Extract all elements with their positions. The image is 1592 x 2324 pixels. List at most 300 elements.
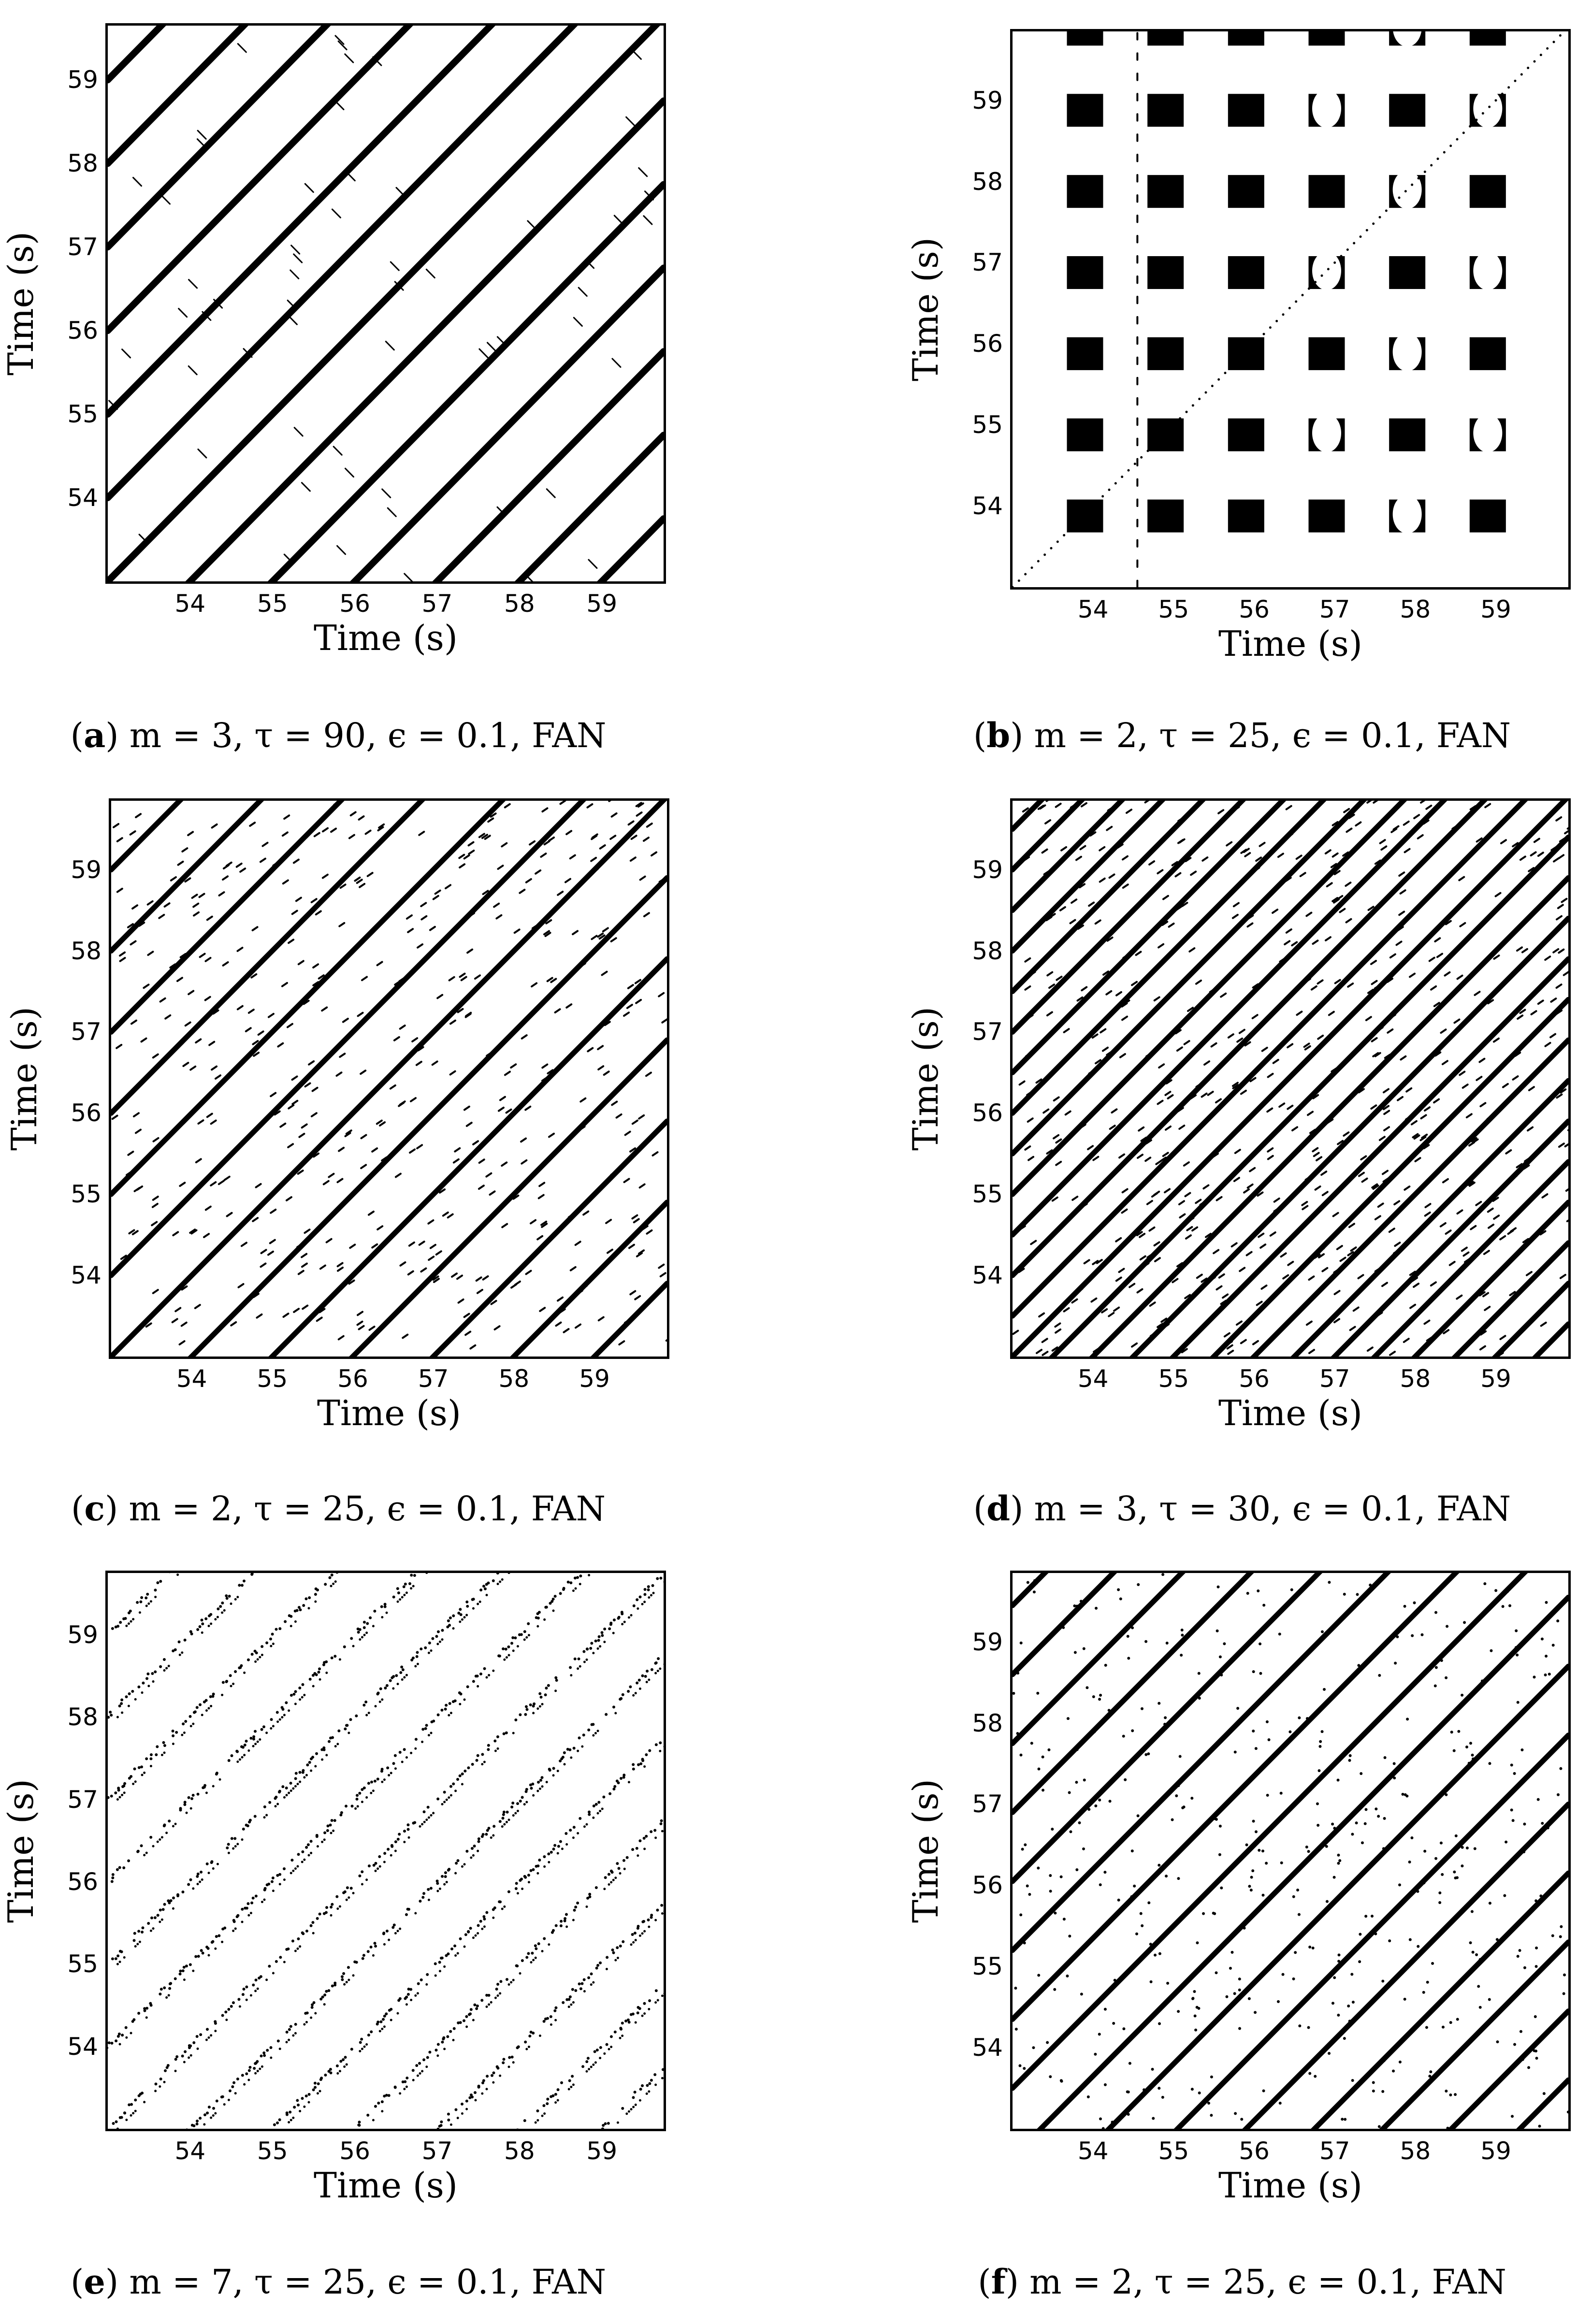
- recurrence-point: [255, 1978, 258, 1981]
- recurrence-point: [532, 1712, 535, 1714]
- main-diagonal-point: [1263, 333, 1265, 335]
- recurrence-point: [260, 2054, 263, 2057]
- recurrence-point: [390, 2008, 392, 2011]
- recurrence-point: [551, 2094, 554, 2097]
- recurrence-point: [317, 1671, 320, 1674]
- main-diagonal-point: [1076, 521, 1078, 523]
- recurrence-point: [221, 1611, 223, 1614]
- main-diagonal-point: [1437, 158, 1439, 160]
- recurrence-point: [459, 1775, 462, 1777]
- block-hole: [1393, 170, 1422, 209]
- recurrence-point: [210, 1705, 212, 1707]
- recurrence-fragment: [1080, 846, 1085, 850]
- recurrence-fragment: [369, 1212, 374, 1215]
- y-tick-label: 57: [972, 1018, 1003, 1046]
- recurrence-point: [337, 1730, 340, 1732]
- recurrence-fragment: [339, 923, 344, 926]
- recurrence-fragment: [1500, 1236, 1505, 1240]
- recurrence-point: [487, 1582, 490, 1585]
- recurrence-fragment: [1271, 1232, 1275, 1236]
- recurrence-point: [208, 1872, 210, 1874]
- recurrence-point: [167, 2064, 170, 2067]
- recurrence-fragment: [1424, 1321, 1429, 1324]
- recurrence-point: [347, 1896, 350, 1899]
- recurrence-point: [492, 1917, 494, 1919]
- recurrence-point: [331, 1573, 333, 1576]
- recurrence-point: [588, 1893, 591, 1896]
- recurrence-fragment: [1116, 1278, 1121, 1281]
- block-hole: [1312, 89, 1341, 128]
- recurrence-point: [639, 1688, 641, 1690]
- recurrence-point: [428, 2051, 431, 2054]
- recurrence-point: [332, 1583, 334, 1585]
- recurrence-point: [394, 1754, 397, 1757]
- recurrence-point: [275, 1960, 278, 1963]
- recurrence-point: [183, 1732, 186, 1734]
- recurrence-point: [452, 1782, 455, 1785]
- recurrence-point: [189, 1630, 192, 1633]
- recurrence-point: [622, 1859, 625, 1862]
- main-diagonal-point: [1269, 326, 1272, 329]
- recurrence-point: [470, 2008, 473, 2011]
- recurrence-fragment: [1508, 1230, 1513, 1234]
- recurrence-point: [262, 2051, 265, 2054]
- recurrence-point: [360, 2038, 363, 2041]
- recurrence-point: [312, 1685, 315, 1688]
- recurrence-point: [116, 1963, 119, 1965]
- recurrence-point: [608, 1792, 611, 1795]
- recurrence-fragment: [1169, 924, 1174, 927]
- recurrence-point: [485, 1833, 488, 1836]
- recurrence-point: [597, 1801, 600, 1804]
- cross-mark: [547, 489, 555, 497]
- recurrence-block: [1067, 175, 1103, 208]
- recurrence-fragment: [1119, 1269, 1124, 1272]
- recurrence-point: [660, 1904, 663, 1907]
- recurrence-fragment: [662, 1019, 667, 1023]
- recurrence-fragment: [1072, 1197, 1077, 1200]
- recurrence-block: [1389, 94, 1425, 127]
- recurrence-point: [225, 2019, 228, 2021]
- recurrence-point: [119, 2043, 121, 2046]
- recurrence-point: [226, 1597, 229, 1600]
- recurrence-fragment: [1494, 1215, 1499, 1219]
- recurrence-point: [290, 1694, 293, 1697]
- recurrence-point: [286, 2031, 289, 2034]
- recurrence-fragment: [450, 1071, 455, 1075]
- recurrence-fragment: [1100, 879, 1105, 882]
- recurrence-point: [381, 2028, 383, 2030]
- recurrence-point: [141, 1691, 144, 1694]
- recurrence-point: [161, 1754, 163, 1756]
- recurrence-point: [294, 1785, 297, 1788]
- recurrence-point: [472, 1598, 475, 1601]
- recurrence-point: [403, 1676, 405, 1678]
- recurrence-fragment: [303, 1306, 307, 1309]
- recurrence-point: [577, 1832, 579, 1834]
- recurrence-point: [370, 1792, 372, 1794]
- recurrence-point: [493, 1739, 496, 1742]
- recurrence-fragment: [450, 1021, 455, 1024]
- recurrence-point: [216, 2100, 218, 2103]
- recurrence-point: [393, 1923, 396, 1926]
- recurrence-point: [592, 1817, 594, 1819]
- x-tick-label: 59: [1480, 595, 1511, 623]
- recurrence-fragment: [316, 911, 321, 915]
- main-diagonal-point: [1379, 216, 1381, 218]
- recurrence-block: [1147, 500, 1184, 533]
- recurrence-point: [595, 1967, 598, 1970]
- main-diagonal-point: [1424, 171, 1426, 173]
- recurrence-fragment: [358, 1013, 363, 1016]
- recurrence-point: [398, 1833, 401, 1836]
- recurrence-point: [245, 2072, 248, 2075]
- recurrence-point: [225, 1680, 228, 1683]
- recurrence-point: [262, 1725, 265, 1728]
- recurrence-point: [188, 2056, 190, 2059]
- recurrence-fragment: [606, 1220, 611, 1223]
- recurrence-point: [404, 2080, 406, 2083]
- recurrence-point: [343, 1646, 346, 1648]
- recurrence-point: [517, 1810, 519, 1812]
- recurrence-block: [1147, 94, 1184, 127]
- y-tick-label: 58: [67, 149, 98, 178]
- recurrence-fragment: [1556, 817, 1561, 821]
- recurrence-point: [189, 1963, 192, 1966]
- recurrence-point: [634, 1932, 637, 1934]
- recurrence-point: [601, 1807, 604, 1810]
- recurrence-fragment: [417, 1145, 422, 1148]
- recurrence-point: [496, 2065, 499, 2068]
- cross-mark: [345, 54, 353, 62]
- y-tick-label: 59: [972, 86, 1003, 115]
- recurrence-fragment: [1025, 1146, 1030, 1150]
- recurrence-fragment: [1390, 1352, 1395, 1355]
- recurrence-point: [586, 1905, 588, 1908]
- recurrence-point: [632, 2106, 635, 2108]
- recurrence-fragment: [361, 1165, 366, 1169]
- recurrence-fragment: [1082, 803, 1086, 807]
- recurrence-point: [590, 1642, 593, 1645]
- recurrence-point: [156, 1745, 159, 1748]
- recurrence-fragment: [466, 1013, 471, 1016]
- main-diagonal-point: [1295, 301, 1297, 303]
- recurrence-point: [502, 1647, 505, 1650]
- recurrence-point: [648, 1926, 650, 1928]
- recurrence-point: [475, 1934, 477, 1937]
- recurrence-fragment: [1288, 1106, 1292, 1109]
- recurrence-point: [143, 2101, 145, 2103]
- recurrence-point: [448, 1714, 450, 1717]
- recurrence-point: [221, 1941, 223, 1943]
- recurrence-point: [299, 2110, 301, 2112]
- cross-mark: [347, 172, 355, 180]
- recurrence-fragment: [1028, 1157, 1033, 1160]
- x-tick-label: 55: [257, 1365, 288, 1393]
- recurrence-point: [248, 2066, 251, 2069]
- recurrence-point: [324, 1583, 327, 1586]
- recurrence-point: [141, 1931, 144, 1934]
- recurrence-point: [189, 1715, 192, 1718]
- recurrence-point: [482, 1585, 485, 1588]
- recurrence-fragment: [294, 860, 299, 863]
- recurrence-fragment: [359, 1326, 364, 1329]
- recurrence-point: [384, 1687, 387, 1689]
- recurrence-point: [478, 1837, 480, 1840]
- recurrence-point: [159, 1838, 161, 1841]
- recurrence-point: [399, 1671, 402, 1674]
- recurrence-point: [276, 1711, 279, 1714]
- cross-mark: [345, 468, 353, 476]
- cross-mark: [479, 349, 488, 357]
- recurrence-fragment: [505, 804, 510, 808]
- recurrence-point: [492, 1825, 495, 1828]
- recurrence-point: [375, 1862, 377, 1865]
- recurrence-point: [212, 1867, 215, 1870]
- recurrence-point: [261, 1901, 263, 1903]
- recurrence-point: [421, 1823, 423, 1825]
- recurrence-point: [145, 1677, 148, 1680]
- recurrence-point: [523, 1630, 526, 1633]
- cross-mark: [391, 262, 399, 270]
- recurrence-fragment: [380, 1122, 385, 1126]
- recurrence-fragment: [1513, 1076, 1518, 1080]
- recurrence-point: [452, 1614, 455, 1617]
- recurrence-fragment: [148, 901, 153, 905]
- recurrence-point: [606, 1956, 608, 1959]
- recurrence-point: [442, 2036, 445, 2039]
- recurrence-point: [394, 1850, 397, 1852]
- recurrence-point: [298, 1606, 301, 1609]
- recurrence-point: [265, 1732, 268, 1734]
- recurrence-point: [461, 1618, 463, 1621]
- recurrence-point: [294, 1703, 297, 1705]
- recurrence-fragment: [205, 997, 210, 1000]
- recurrence-fragment: [1559, 855, 1563, 858]
- recurrence-point: [613, 1785, 616, 1788]
- recurrence-point: [472, 1936, 475, 1939]
- recurrence-point: [644, 1588, 647, 1591]
- recurrence-fragment: [659, 993, 664, 996]
- recurrence-point: [196, 1706, 199, 1709]
- recurrence-point: [428, 1642, 431, 1645]
- y-tick-label: 59: [972, 855, 1003, 884]
- recurrence-fragment: [257, 1314, 261, 1318]
- recurrence-point: [383, 1943, 386, 1946]
- panel-letter: c: [84, 1488, 105, 1529]
- recurrence-point: [661, 1830, 664, 1833]
- recurrence-fragment: [1216, 1099, 1221, 1103]
- recurrence-fragment: [1322, 1268, 1327, 1271]
- recurrence-fragment: [417, 1062, 421, 1065]
- main-diagonal-point: [1205, 391, 1207, 394]
- recurrence-fragment: [270, 1240, 275, 1243]
- recurrence-point: [508, 2056, 511, 2059]
- recurrence-point: [450, 1712, 452, 1714]
- recurrence-point: [264, 1887, 267, 1890]
- recurrence-point: [392, 1596, 395, 1599]
- recurrence-fragment: [1527, 1272, 1532, 1275]
- recurrence-fragment: [1394, 1201, 1399, 1204]
- recurrence-point: [399, 1928, 401, 1930]
- recurrence-point: [608, 1873, 610, 1876]
- recurrence-fragment: [339, 1336, 344, 1340]
- recurrence-fragment: [526, 879, 531, 882]
- recurrence-fragment: [180, 1183, 185, 1186]
- recurrence-point: [123, 1782, 126, 1785]
- recurrence-point: [480, 1999, 483, 2002]
- recurrence-point: [554, 1595, 557, 1598]
- recurrence-point: [481, 1753, 484, 1756]
- recurrence-point: [408, 1836, 410, 1839]
- main-diagonal-point: [1360, 235, 1362, 238]
- recurrence-point: [539, 1705, 541, 1708]
- recurrence-fragment: [646, 1073, 651, 1076]
- recurrence-point: [553, 1844, 556, 1847]
- recurrence-point: [157, 1914, 159, 1917]
- recurrence-point: [461, 2103, 463, 2106]
- recurrence-fragment: [1150, 1302, 1155, 1306]
- recurrence-point: [391, 1844, 393, 1847]
- recurrence-point: [149, 1757, 152, 1760]
- recurrence-point: [305, 2094, 308, 2097]
- recurrence-point: [443, 1801, 446, 1803]
- recurrence-point: [476, 1674, 479, 1677]
- recurrence-fragment: [288, 1024, 292, 1027]
- recurrence-point: [465, 2108, 468, 2110]
- main-diagonal-point: [1559, 34, 1562, 37]
- recurrence-point: [652, 1592, 655, 1594]
- recurrence-fragment: [1532, 1011, 1536, 1014]
- recurrence-point: [316, 1834, 318, 1837]
- recurrence-point: [163, 2081, 166, 2083]
- recurrence-point: [562, 1756, 564, 1759]
- recurrence-block: [1067, 256, 1103, 289]
- recurrence-point: [486, 2088, 488, 2090]
- plot-area-b: [1010, 29, 1571, 590]
- recurrence-fragment: [1538, 852, 1543, 856]
- recurrence-point: [419, 1900, 421, 1903]
- recurrence-point: [327, 1989, 330, 1992]
- recurrence-fragment: [1479, 1059, 1484, 1062]
- cross-mark: [161, 196, 170, 204]
- recurrence-point: [223, 2103, 226, 2106]
- recurrence-point: [619, 1872, 622, 1875]
- recurrence-fragment: [1055, 1324, 1060, 1327]
- recurrence-point: [343, 2065, 346, 2068]
- recurrence-point: [203, 2123, 205, 2125]
- recurrence-point: [394, 1767, 397, 1770]
- x-axis-label: Time (s): [317, 1393, 461, 1433]
- recurrence-fragment: [464, 855, 469, 859]
- recurrence-point: [277, 2039, 280, 2042]
- recurrence-fragment: [1189, 948, 1194, 952]
- recurrence-point: [351, 1804, 354, 1807]
- recurrence-fragment: [1064, 1029, 1069, 1032]
- recurrence-point: [350, 1637, 353, 1640]
- recurrence-point: [353, 1961, 356, 1963]
- main-diagonal-point: [1244, 352, 1246, 355]
- recurrence-point: [292, 2034, 294, 2036]
- recurrence-fragment: [1340, 909, 1345, 912]
- recurrence-fragment: [154, 1138, 159, 1141]
- recurrence-fragment: [1374, 801, 1378, 803]
- recurrence-fragment: [1292, 942, 1297, 946]
- recurrence-point: [564, 1917, 566, 1920]
- recurrence-fragment: [1333, 853, 1338, 857]
- recurrence-point: [257, 2070, 259, 2072]
- recurrence-fragment: [1082, 987, 1086, 991]
- recurrence-fragment: [457, 1276, 462, 1279]
- recurrence-fragment: [407, 915, 412, 919]
- recurrence-fragment: [193, 904, 198, 907]
- recurrence-point: [366, 1622, 369, 1625]
- recurrence-point: [331, 1657, 333, 1660]
- recurrence-point: [228, 1852, 230, 1854]
- recurrence-point: [150, 1765, 152, 1767]
- recurrence-point: [604, 1876, 607, 1879]
- main-diagonal-point: [1057, 540, 1059, 543]
- recurrence-point: [241, 1838, 244, 1841]
- recurrence-fragment: [114, 824, 118, 827]
- recurrence-fragment: [521, 1139, 526, 1142]
- recurrence-point: [612, 1788, 615, 1790]
- recurrence-line: [108, 26, 664, 331]
- x-tick-label: 54: [174, 590, 206, 618]
- recurrence-fragment: [355, 878, 360, 881]
- recurrence-fragment: [1435, 938, 1440, 941]
- main-diagonal-point: [1540, 54, 1542, 56]
- recurrence-point: [641, 2084, 644, 2087]
- recurrence-line: [1013, 801, 1568, 1154]
- recurrence-fragment: [1346, 919, 1351, 923]
- recurrence-point: [325, 1906, 328, 1909]
- recurrence-point: [408, 1582, 411, 1585]
- panel-caption: (b) m = 2, τ = 25, ϵ = 0.1, FAN: [973, 715, 1511, 755]
- recurrence-point: [403, 1585, 405, 1588]
- recurrence-fragment: [1268, 1074, 1273, 1077]
- recurrence-point: [516, 1802, 519, 1805]
- recurrence-point: [155, 2082, 158, 2085]
- recurrence-point: [578, 1736, 581, 1739]
- recurrence-fragment: [1384, 1089, 1389, 1093]
- recurrence-fragment: [1253, 1341, 1258, 1344]
- recurrence-point: [514, 1718, 517, 1721]
- recurrence-point: [499, 1992, 501, 1994]
- recurrence-point: [586, 1647, 589, 1650]
- recurrence-fragment: [1388, 1029, 1392, 1033]
- recurrence-point: [123, 1791, 126, 1794]
- recurrence-point: [330, 1832, 333, 1834]
- recurrence-point: [263, 1899, 266, 1901]
- recurrence-point: [488, 1994, 491, 1997]
- recurrence-fragment: [635, 1296, 640, 1299]
- recurrence-fragment: [1192, 1227, 1197, 1231]
- recurrence-fragment: [434, 896, 438, 899]
- plot-area-d: [1010, 798, 1571, 1359]
- recurrence-point: [515, 1887, 518, 1890]
- cross-mark: [405, 574, 413, 581]
- recurrence-point: [412, 2079, 415, 2081]
- recurrence-point: [297, 1783, 299, 1785]
- recurrence-point: [249, 1737, 252, 1740]
- recurrence-point: [477, 1924, 480, 1927]
- recurrence-point: [381, 1781, 383, 1783]
- recurrence-fragment: [1091, 1299, 1096, 1302]
- recurrence-point: [233, 1920, 236, 1923]
- recurrence-point: [404, 1583, 407, 1586]
- recurrence-fragment: [1301, 873, 1305, 876]
